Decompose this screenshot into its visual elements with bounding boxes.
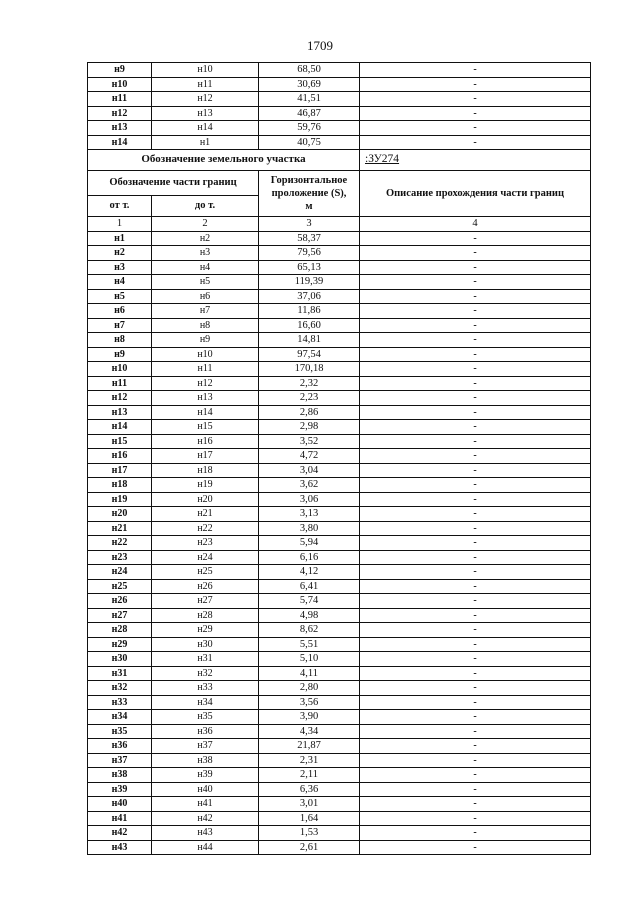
- from-point: н12: [88, 106, 152, 121]
- description: -: [360, 106, 591, 121]
- from-point: н5: [88, 289, 152, 304]
- from-point: н31: [88, 666, 152, 681]
- horizontal-distance: 3,80: [259, 521, 360, 536]
- to-point: н12: [152, 376, 259, 391]
- from-point: н9: [88, 347, 152, 362]
- to-point: н2: [152, 231, 259, 246]
- table-row: [88, 449, 591, 464]
- table-row: [88, 695, 591, 710]
- description: -: [360, 77, 591, 92]
- to-point: н1: [152, 135, 259, 150]
- description: -: [360, 318, 591, 333]
- to-point: н40: [152, 782, 259, 797]
- from-point: н25: [88, 579, 152, 594]
- to-point: н9: [152, 333, 259, 348]
- horizontal-distance: 119,39: [259, 275, 360, 290]
- to-point: н12: [152, 92, 259, 107]
- table-row: [88, 420, 591, 435]
- from-point: н10: [88, 77, 152, 92]
- table-row: [88, 492, 591, 507]
- horizontal-distance: 58,37: [259, 231, 360, 246]
- from-point: н20: [88, 507, 152, 522]
- description: -: [360, 63, 591, 78]
- table-row: [88, 463, 591, 478]
- table-row: [88, 768, 591, 783]
- horizontal-distance: 3,90: [259, 710, 360, 725]
- to-point: н43: [152, 826, 259, 841]
- description: -: [360, 666, 591, 681]
- table-row: [88, 289, 591, 304]
- description: -: [360, 391, 591, 406]
- horizontal-distance: 4,12: [259, 565, 360, 580]
- horizontal-distance: 1,53: [259, 826, 360, 841]
- to-point: н8: [152, 318, 259, 333]
- table-row: [88, 333, 591, 348]
- horizontal-distance: 65,13: [259, 260, 360, 275]
- to-point: н5: [152, 275, 259, 290]
- from-point: н14: [88, 135, 152, 150]
- table-row: [88, 304, 591, 319]
- to-point: н37: [152, 739, 259, 754]
- horizontal-header-line1: Горизонтальное: [270, 175, 348, 186]
- from-point: н1: [88, 231, 152, 246]
- table-row: [88, 594, 591, 609]
- horizontal-distance: 5,94: [259, 536, 360, 551]
- from-point: н43: [88, 840, 152, 855]
- table-row: [88, 507, 591, 522]
- description: -: [360, 362, 591, 377]
- to-point: н21: [152, 507, 259, 522]
- to-point: н41: [152, 797, 259, 812]
- horizontal-distance: 3,04: [259, 463, 360, 478]
- table-row: [88, 797, 591, 812]
- to-header: до т.: [152, 196, 259, 217]
- table-row: [88, 565, 591, 580]
- horizontal-distance: 11,86: [259, 304, 360, 319]
- horizontal-distance: 2,86: [259, 405, 360, 420]
- from-point: н42: [88, 826, 152, 841]
- header-row: [88, 171, 591, 196]
- from-point: н28: [88, 623, 152, 638]
- to-point: н29: [152, 623, 259, 638]
- from-point: н10: [88, 362, 152, 377]
- description: -: [360, 739, 591, 754]
- horizontal-distance: 2,32: [259, 376, 360, 391]
- description: -: [360, 231, 591, 246]
- table-row: [88, 478, 591, 493]
- horizontal-distance: 3,52: [259, 434, 360, 449]
- description: -: [360, 463, 591, 478]
- horizontal-distance: 68,50: [259, 63, 360, 78]
- from-point: н11: [88, 376, 152, 391]
- from-point: н26: [88, 594, 152, 609]
- to-point: н14: [152, 121, 259, 136]
- to-point: н4: [152, 260, 259, 275]
- from-point: н7: [88, 318, 152, 333]
- from-point: н3: [88, 260, 152, 275]
- table-row: [88, 521, 591, 536]
- horizontal-distance: 3,56: [259, 695, 360, 710]
- previous-plot-rows: [88, 63, 591, 150]
- table-row: [88, 710, 591, 725]
- description: -: [360, 826, 591, 841]
- table-row: [88, 623, 591, 638]
- column-number-row: [88, 217, 591, 232]
- plot-label: Обозначение земельного участка: [88, 150, 360, 171]
- horizontal-distance: 2,23: [259, 391, 360, 406]
- horizontal-distance: 6,16: [259, 550, 360, 565]
- table-row: [88, 362, 591, 377]
- from-point: н34: [88, 710, 152, 725]
- to-point: н23: [152, 536, 259, 551]
- description: -: [360, 695, 591, 710]
- to-point: н10: [152, 63, 259, 78]
- column-number-2: 2: [152, 217, 259, 232]
- horizontal-distance: 41,51: [259, 92, 360, 107]
- horizontal-distance: 2,80: [259, 681, 360, 696]
- description: -: [360, 376, 591, 391]
- description: -: [360, 478, 591, 493]
- description: -: [360, 536, 591, 551]
- from-point: н11: [88, 92, 152, 107]
- from-point: н8: [88, 333, 152, 348]
- table-row: [88, 434, 591, 449]
- table-row: [88, 840, 591, 855]
- table-row: [88, 739, 591, 754]
- to-point: н30: [152, 637, 259, 652]
- plot-row: [88, 150, 591, 171]
- horizontal-distance: 30,69: [259, 77, 360, 92]
- horizontal-distance: 3,01: [259, 797, 360, 812]
- from-point: н40: [88, 797, 152, 812]
- horizontal-distance: 79,56: [259, 246, 360, 261]
- to-point: н28: [152, 608, 259, 623]
- table-row: [88, 681, 591, 696]
- table-row: [88, 753, 591, 768]
- part-boundaries-header: Обозначение части границ: [88, 171, 259, 196]
- from-point: н13: [88, 121, 152, 136]
- from-point: н22: [88, 536, 152, 551]
- to-point: н27: [152, 594, 259, 609]
- column-number-1: 1: [88, 217, 152, 232]
- description: -: [360, 507, 591, 522]
- table-row: [88, 637, 591, 652]
- table-row: [88, 92, 591, 107]
- description: -: [360, 608, 591, 623]
- horizontal-distance: 40,75: [259, 135, 360, 150]
- description: -: [360, 275, 591, 290]
- from-point: н18: [88, 478, 152, 493]
- to-point: н13: [152, 391, 259, 406]
- column-number-3: 3: [259, 217, 360, 232]
- description: -: [360, 681, 591, 696]
- description: -: [360, 333, 591, 348]
- to-point: н11: [152, 362, 259, 377]
- description: -: [360, 434, 591, 449]
- description: -: [360, 289, 591, 304]
- table-row: [88, 246, 591, 261]
- page-number: 1709: [307, 38, 333, 53]
- to-point: н35: [152, 710, 259, 725]
- table-row: [88, 121, 591, 136]
- to-point: н14: [152, 405, 259, 420]
- horizontal-distance: 21,87: [259, 739, 360, 754]
- table-row: [88, 318, 591, 333]
- plot-rows: [88, 231, 591, 855]
- table-row: [88, 608, 591, 623]
- description: -: [360, 594, 591, 609]
- description: -: [360, 246, 591, 261]
- from-point: н4: [88, 275, 152, 290]
- horizontal-distance: 2,98: [259, 420, 360, 435]
- horizontal-distance: 2,31: [259, 753, 360, 768]
- description: -: [360, 492, 591, 507]
- horizontal-distance: 97,54: [259, 347, 360, 362]
- table-row: [88, 63, 591, 78]
- table-row: [88, 724, 591, 739]
- table-row: [88, 376, 591, 391]
- table-row: [88, 826, 591, 841]
- from-point: н32: [88, 681, 152, 696]
- from-point: н14: [88, 420, 152, 435]
- horizontal-distance: 6,36: [259, 782, 360, 797]
- horizontal-distance: 4,34: [259, 724, 360, 739]
- plot-value: :ЗУ274: [360, 150, 591, 171]
- horizontal-distance: 4,72: [259, 449, 360, 464]
- from-point: н35: [88, 724, 152, 739]
- description: -: [360, 304, 591, 319]
- description: -: [360, 637, 591, 652]
- description: -: [360, 121, 591, 136]
- to-point: н19: [152, 478, 259, 493]
- from-header: от т.: [88, 196, 152, 217]
- to-point: н24: [152, 550, 259, 565]
- from-point: н36: [88, 739, 152, 754]
- description: -: [360, 405, 591, 420]
- table-row: [88, 347, 591, 362]
- to-point: н6: [152, 289, 259, 304]
- from-point: н23: [88, 550, 152, 565]
- to-point: н3: [152, 246, 259, 261]
- description: -: [360, 579, 591, 594]
- description: -: [360, 449, 591, 464]
- to-point: н22: [152, 521, 259, 536]
- to-point: н39: [152, 768, 259, 783]
- from-point: н12: [88, 391, 152, 406]
- from-point: н2: [88, 246, 152, 261]
- description: -: [360, 782, 591, 797]
- horizontal-header-line2: проложение (S),: [271, 188, 347, 199]
- from-point: н30: [88, 652, 152, 667]
- to-point: н7: [152, 304, 259, 319]
- from-point: н17: [88, 463, 152, 478]
- to-point: н33: [152, 681, 259, 696]
- horizontal-distance: 3,13: [259, 507, 360, 522]
- to-point: н38: [152, 753, 259, 768]
- horizontal-distance: 16,60: [259, 318, 360, 333]
- description: -: [360, 753, 591, 768]
- to-point: н11: [152, 77, 259, 92]
- table-row: [88, 666, 591, 681]
- from-point: н41: [88, 811, 152, 826]
- horizontal-distance: 170,18: [259, 362, 360, 377]
- table-row: [88, 405, 591, 420]
- table-row: [88, 135, 591, 150]
- from-point: н9: [88, 63, 152, 78]
- horizontal-distance: 59,76: [259, 121, 360, 136]
- description: -: [360, 724, 591, 739]
- description: -: [360, 420, 591, 435]
- from-point: н21: [88, 521, 152, 536]
- from-point: н13: [88, 405, 152, 420]
- from-point: н29: [88, 637, 152, 652]
- description: -: [360, 840, 591, 855]
- to-point: н42: [152, 811, 259, 826]
- from-point: н38: [88, 768, 152, 783]
- from-point: н19: [88, 492, 152, 507]
- to-point: н10: [152, 347, 259, 362]
- to-point: н16: [152, 434, 259, 449]
- description-header: Описание прохождения части границ: [360, 171, 591, 217]
- table-row: [88, 811, 591, 826]
- to-point: н31: [152, 652, 259, 667]
- horizontal-distance: 5,51: [259, 637, 360, 652]
- horizontal-distance: 2,61: [259, 840, 360, 855]
- horizontal-header-line3: м: [305, 201, 313, 212]
- from-point: н15: [88, 434, 152, 449]
- to-point: н36: [152, 724, 259, 739]
- to-point: н32: [152, 666, 259, 681]
- to-point: н44: [152, 840, 259, 855]
- table-row: [88, 275, 591, 290]
- horizontal-distance: 2,11: [259, 768, 360, 783]
- from-point: н6: [88, 304, 152, 319]
- table-row: [88, 391, 591, 406]
- horizontal-distance: 3,06: [259, 492, 360, 507]
- column-number-4: 4: [360, 217, 591, 232]
- from-point: н16: [88, 449, 152, 464]
- horizontal-distance: 14,81: [259, 333, 360, 348]
- to-point: н25: [152, 565, 259, 580]
- from-point: н27: [88, 608, 152, 623]
- description: -: [360, 260, 591, 275]
- to-point: н20: [152, 492, 259, 507]
- description: -: [360, 710, 591, 725]
- horizontal-distance: 1,64: [259, 811, 360, 826]
- to-point: н13: [152, 106, 259, 121]
- description: -: [360, 652, 591, 667]
- table-row: [88, 260, 591, 275]
- to-point: н15: [152, 420, 259, 435]
- horizontal-distance: 46,87: [259, 106, 360, 121]
- description: -: [360, 92, 591, 107]
- table-row: [88, 652, 591, 667]
- horizontal-distance: 8,62: [259, 623, 360, 638]
- to-point: н17: [152, 449, 259, 464]
- horizontal-distance-header: [259, 171, 360, 217]
- horizontal-distance: 4,98: [259, 608, 360, 623]
- to-point: н34: [152, 695, 259, 710]
- description: -: [360, 768, 591, 783]
- from-point: н33: [88, 695, 152, 710]
- horizontal-distance: 5,74: [259, 594, 360, 609]
- description: -: [360, 565, 591, 580]
- table-row: [88, 550, 591, 565]
- boundary-table: [87, 62, 591, 855]
- table-row: [88, 536, 591, 551]
- description: -: [360, 135, 591, 150]
- description: -: [360, 811, 591, 826]
- description: -: [360, 550, 591, 565]
- table-row: [88, 231, 591, 246]
- from-point: н37: [88, 753, 152, 768]
- horizontal-distance: 3,62: [259, 478, 360, 493]
- table-header: [88, 150, 591, 232]
- horizontal-distance: 37,06: [259, 289, 360, 304]
- to-point: н26: [152, 579, 259, 594]
- description: -: [360, 623, 591, 638]
- horizontal-distance: 6,41: [259, 579, 360, 594]
- table-row: [88, 579, 591, 594]
- to-point: н18: [152, 463, 259, 478]
- description: -: [360, 521, 591, 536]
- description: -: [360, 797, 591, 812]
- horizontal-distance: 5,10: [259, 652, 360, 667]
- horizontal-distance: 4,11: [259, 666, 360, 681]
- table-row: [88, 106, 591, 121]
- description: -: [360, 347, 591, 362]
- from-point: н39: [88, 782, 152, 797]
- from-point: н24: [88, 565, 152, 580]
- table-row: [88, 782, 591, 797]
- table-row: [88, 77, 591, 92]
